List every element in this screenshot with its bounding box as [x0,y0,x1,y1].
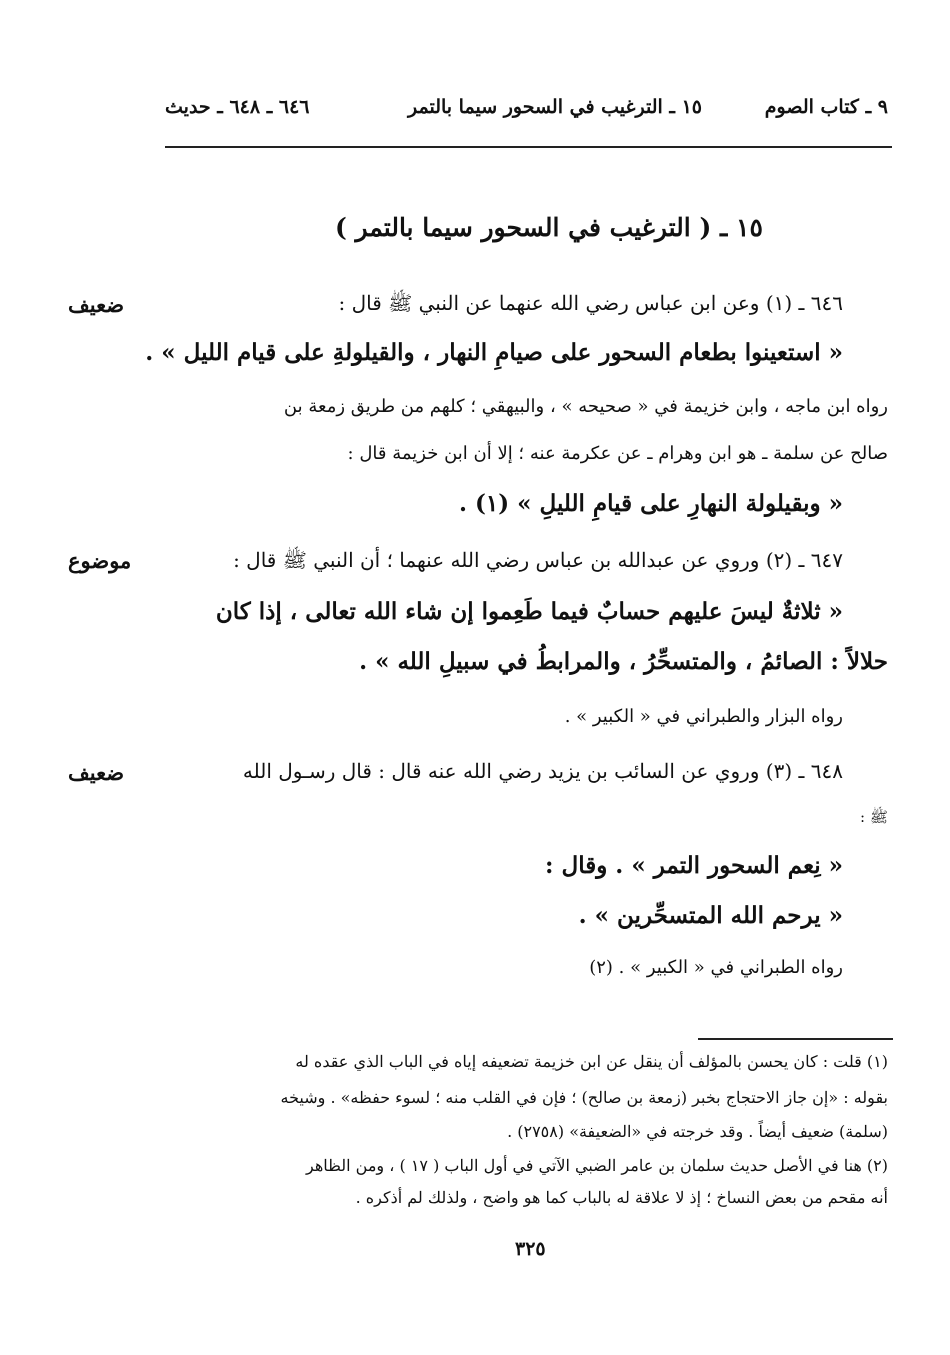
hadith-648-grade: ضعيف [68,760,125,785]
hadith-647-intro: ٦٤٧ ـ (٢) وروي عن عبدالله بن عباس رضي الله عنهما ؛ أن النبي ﷺ قال : [233,548,843,572]
hadith-647-source: رواه البزار والطبراني في « الكبير » . [564,706,843,727]
hadith-648-matn-2: « يرحم الله المتسحِّرين » . [578,902,843,929]
hadith-647-grade: موضوع [68,548,132,573]
page-number: ٣٢٥ [515,1238,546,1260]
footnote-1-line-1: (١) قلت : كان يحسن بالمؤلف أن ينقل عن ابن خزيمة تضعيفه إياه في الباب الذي عقده له [295,1052,888,1071]
header-rule [165,146,892,148]
hadith-646-source-1: رواه ابن ماجه ، وابن خزيمة في « صحيحه » ، والبيهقي ؛ كلهم من طريق زمعة بن [283,396,888,417]
hadith-648-matn-1: « نِعم السحور التمر » . وقال : [544,852,843,879]
footnote-2-line-2: أنه مقحم من بعض النساخ ؛ إذ لا علاقة له بالباب كما هو واضح ، ولذلك لم أذكره . [355,1188,888,1207]
footnote-1-line-2: بقوله : «إن جاز الاحتجاج بخبر (زمعة بن صالح) ؛ فإن في القلب منه ؛ لسوء حفظه» . وشيخه [280,1088,888,1107]
hadith-647-matn-1: « ثلاثةٌ ليسَ عليهم حسابٌ فيما طَعِموا إن شاء الله تعالى ، إذا كان [215,598,843,625]
chapter-title: ١٥ ـ ( الترغيب في السحور سيما بالتمر ) [335,213,763,242]
hadith-646-intro: ٦٤٦ ـ (١) وعن ابن عباس رضي الله عنهما عن النبي ﷺ قال : [338,291,843,315]
hadith-646-source-2: صالح عن سلمة ـ هو ابن وهرام ـ عن عكرمة عنه ؛ إلا أن ابن خزيمة قال : [347,443,888,464]
footnote-1-line-3: (سلمة) ضعيف أيضاً . وقد خرجته في «الضعيفة» (٢٧٥٨) . [507,1122,888,1141]
hadith-646-matn: « استعينوا بطعام السحور على صيامِ النهار ، والقيلولةِ على قيام الليل » . [145,339,843,366]
hadith-647-matn-2: حلالاً : الصائمُ ، والمتسحِّرُ ، والمرابطُ في سبيلِ الله » . [359,648,888,675]
hadith-646-variant: « وبقيلولة النهارِ على قيامِ الليلِ » (١) . [459,490,843,517]
footnote-rule [698,1038,893,1040]
header-book: ٩ ـ كتاب الصوم [764,96,888,118]
hadith-648-intro: ٦٤٨ ـ (٣) وروي عن السائب بن يزيد رضي الله عنه قال : قال رسـول الله [242,759,843,783]
header-chapter: ١٥ ـ الترغيب في السحور سيما بالتمر [408,96,702,118]
footnote-2-line-1: (٢) هنا في الأصل حديث سلمان بن عامر الضبي الآتي في أول الباب ( ١٧ ) ، ومن الظاهر [306,1156,888,1175]
hadith-648-source: رواه الطبراني في « الكبير » . (٢) [589,957,843,978]
header-range: ٦٤٦ ـ ٦٤٨ ـ حديث [165,96,310,118]
hadith-648-intro-continuation: ﷺ : [860,808,888,826]
hadith-646-grade: ضعيف [68,292,125,317]
